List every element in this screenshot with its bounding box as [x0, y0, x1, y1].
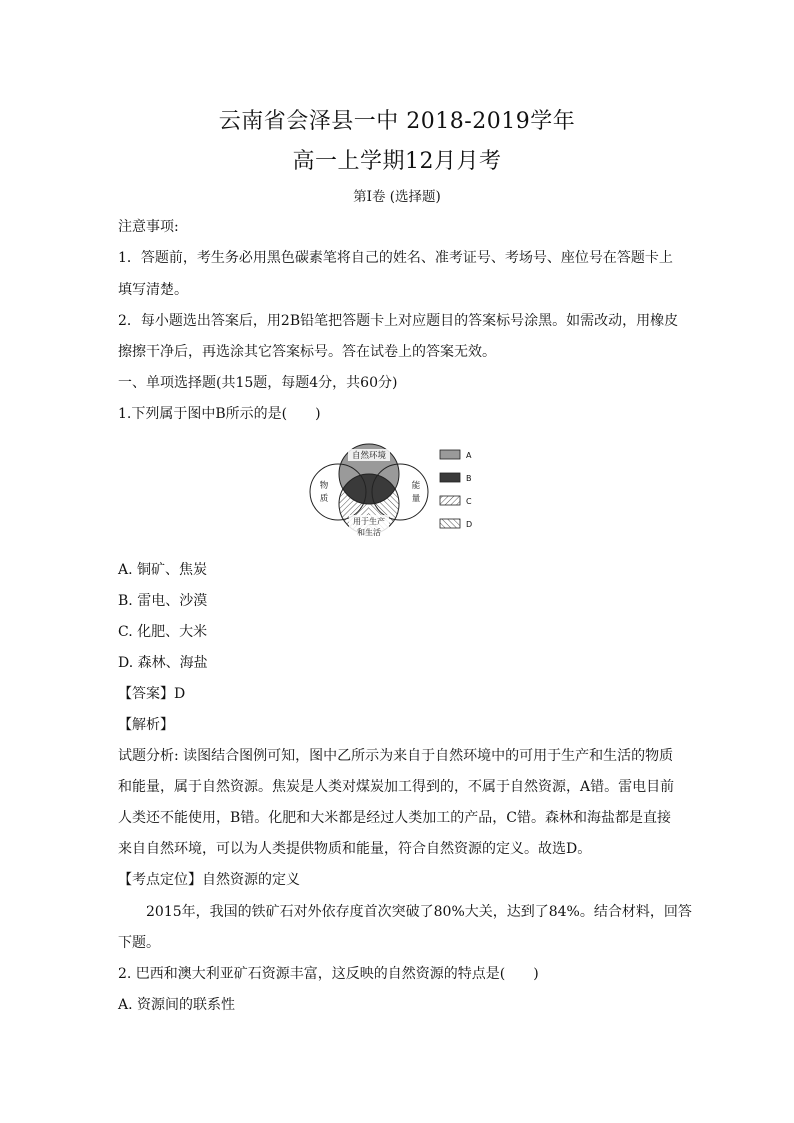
legend-swatch-a: [440, 450, 460, 459]
exam-title: 云南省会泽县一中 2018-2019学年: [218, 109, 576, 134]
passage-line-2: 下题。: [118, 935, 160, 951]
label-energy-2: 量: [411, 494, 421, 504]
notice-item-2-line-2: 擦擦干净后，再选涂其它答案标号。答在试卷上的答案无效。: [118, 344, 496, 360]
legend-label-c: C: [466, 497, 472, 506]
q2-option-a: A. 资源间的联系性: [118, 997, 236, 1013]
q1-analysis-line-2: 和能量，属于自然资源。焦炭是人类对煤炭加工得到的，不属于自然资源，A错。雷电目前: [118, 779, 675, 795]
q1-answer: 【答案】D: [118, 686, 186, 702]
part-heading: 一、单项选择题(共15题，每题4分，共60分): [118, 375, 398, 391]
passage-line-1: 2015年，我国的铁矿石对外依存度首次突破了80%大关，达到了84%。结合材料，回答: [146, 904, 692, 920]
q1-option-d: D. 森林、海盐: [118, 655, 208, 671]
section-heading: 第Ⅰ卷 (选择题): [353, 189, 441, 205]
q1-option-a: A. 铜矿、焦炭: [118, 562, 208, 578]
legend-swatch-c: [440, 496, 460, 505]
label-use-2: 和生活: [357, 528, 381, 537]
legend-label-b: B: [466, 474, 472, 483]
label-energy-1: 能: [411, 481, 421, 491]
question-1-stem: 1.下列属于图中B所示的是( ): [118, 406, 321, 422]
label-matter-2: 质: [319, 494, 329, 504]
q1-analysis-heading: 【解析】: [118, 717, 174, 733]
label-matter-1: 物: [319, 481, 329, 491]
notice-heading: 注意事项:: [118, 219, 179, 235]
q1-analysis-line-1: 试题分析: 读图结合图例可知，图中乙所示为来自于自然环境中的可用于生产和生活的物质: [118, 748, 674, 764]
exam-subtitle: 高一上学期12月月考: [292, 149, 502, 174]
label-environment: 自然环境: [351, 451, 387, 461]
notice-item-1-line-2: 填写清楚。: [118, 282, 188, 298]
q1-option-c: C. 化肥、大米: [118, 624, 208, 640]
q1-option-b: B. 雷电、沙漠: [118, 593, 208, 609]
legend-label-a: A: [466, 451, 472, 460]
legend-swatch-b: [440, 473, 460, 482]
question-2-stem: 2. 巴西和澳大利亚矿石资源丰富，这反映的自然资源的特点是( ): [118, 966, 539, 982]
notice-item-2-line-1: 2．每小题选出答案后，用2B铅笔把答题卡上对应题目的答案标号涂黑。如需改动，用橡皮: [118, 313, 679, 329]
label-use-1: 用于生产: [353, 517, 385, 526]
q1-analysis-line-3: 人类还不能使用，B错。化肥和大米都是经过人类加工的产品，C错。森林和海盐都是直接: [118, 810, 671, 826]
notice-item-1-line-1: 1．答题前，考生务必用黑色碳素笔将自己的姓名、准考证号、考场号、座位号在答题卡上: [118, 250, 673, 266]
venn-diagram: [306, 440, 486, 548]
legend-label-d: D: [466, 520, 473, 529]
legend-swatch-d: [440, 519, 460, 528]
q1-knowledge-point: 【考点定位】自然资源的定义: [118, 872, 300, 888]
q1-analysis-line-4: 来自自然环境，可以为人类提供物质和能量，符合自然资源的定义。故选D。: [118, 841, 592, 857]
